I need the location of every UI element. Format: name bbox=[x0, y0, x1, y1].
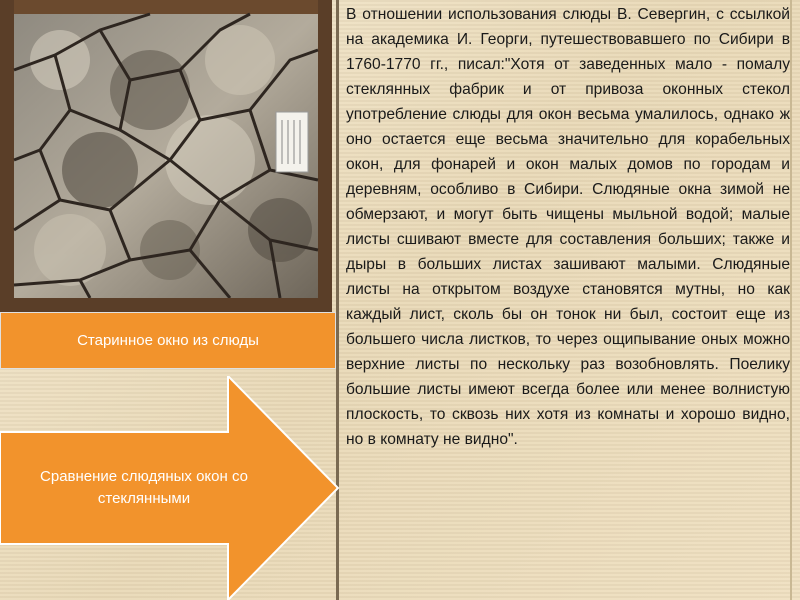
right-edge-line bbox=[790, 0, 792, 600]
mica-window-photo bbox=[0, 0, 332, 312]
quote-paragraph: В отношении использования слюды В. Севергин, с ссылкой на академика И. Георги, путешествовавшего по Сибири в 1760-1770 гг., писал:"Хотя от заведенных мало - помалу стеклянных фабрик и от привоза оконных стекол употребление слюды для окон весьма умалилось, однако ж оно остается еще весьма значительно для корабельных окон, для фонарей и окон малых домов по городам и деревням, особливо в Сибири. Слюдяные окна зимой не обмерзают, и могут быть чищены мыльной водой; малые листы сшивают вместе для составления больших; также и дыры в больших листах зашивают малыми. Слюдяные листы на открытом воздухе становятся мутны, но как каждый лист, сколь бы он тонок ни был, состоит еще из большего числа листков, то через ощипывание оных можно верхние листы по нескольку раз возобновлять. Поелику большие листы имеют всегда более или менее волнистую плоскость, то сквозь них хотя из комнаты и хорошо видно, но в комнату не видно". bbox=[346, 6, 790, 448]
photo-caption: Старинное окно из слюды bbox=[0, 312, 336, 369]
arrow-label: Сравнение слюдяных окон со стеклянными bbox=[40, 468, 248, 507]
